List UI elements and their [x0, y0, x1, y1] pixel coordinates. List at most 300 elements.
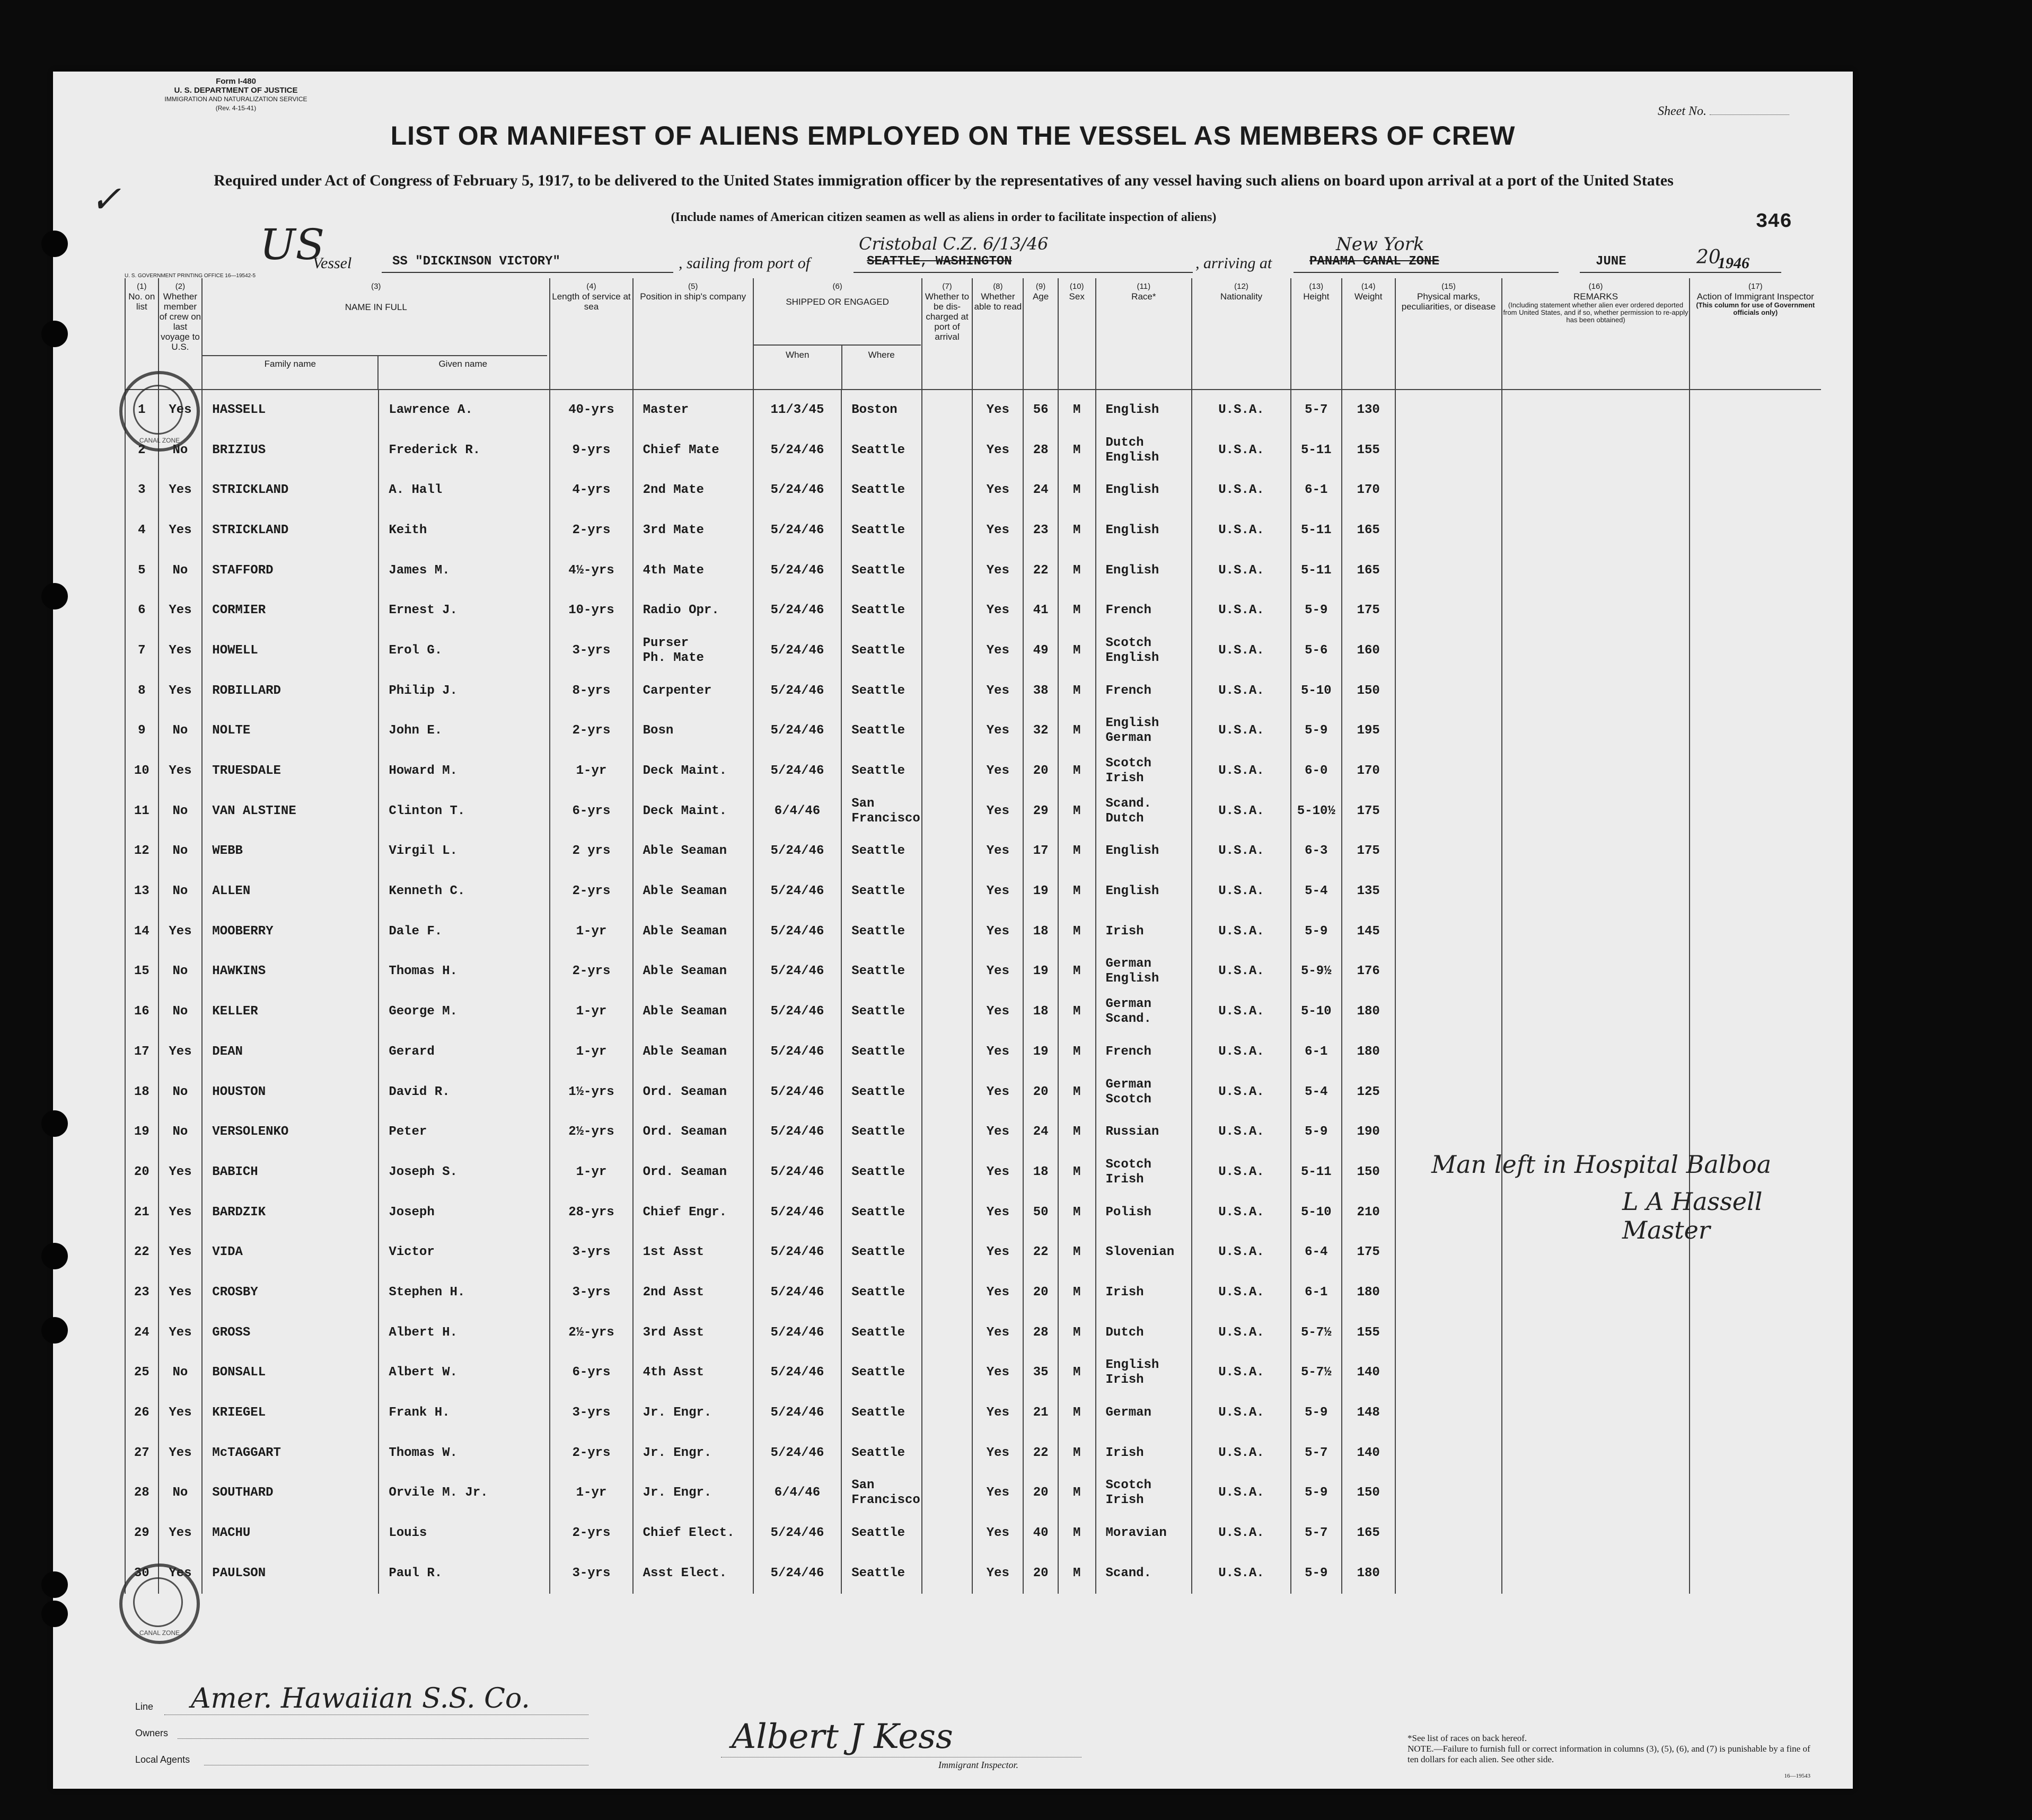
cell-row-number: 7 — [125, 631, 159, 671]
cell-sex: M — [1058, 952, 1096, 992]
footer-line-label: Line — [135, 1701, 154, 1712]
table-row — [125, 631, 1821, 671]
cell-race: Scotch Irish — [1096, 1152, 1192, 1192]
cell-nationality: U.S.A. — [1192, 912, 1291, 952]
cell-age: 28 — [1023, 1313, 1058, 1353]
cell-discharged — [922, 1232, 973, 1273]
cell-age: 20 — [1023, 1072, 1058, 1112]
cell-weight: 155 — [1342, 1313, 1395, 1353]
cell-physical-marks — [1395, 1032, 1502, 1072]
cell-previous-voyage: Yes — [159, 912, 203, 952]
cell-nationality: U.S.A. — [1192, 1553, 1291, 1594]
cell-nationality: U.S.A. — [1192, 1192, 1291, 1233]
footer-form-code: 16—19543 — [1784, 1773, 1810, 1779]
cell-age: 24 — [1023, 1112, 1058, 1152]
cell-row-number: 10 — [125, 751, 159, 791]
cell-age: 24 — [1023, 470, 1058, 510]
cell-row-number: 30 — [125, 1553, 159, 1594]
cell-height: 5-10 — [1291, 671, 1342, 711]
cell-sex: M — [1058, 1232, 1096, 1273]
cell-previous-voyage: No — [159, 1473, 203, 1514]
cell-shipped-where: Seattle — [841, 871, 921, 912]
cell-shipped-where: Seattle — [841, 1353, 921, 1393]
cell-inspector-action — [1690, 631, 1821, 671]
cell-shipped-where: San Francisco — [841, 1473, 921, 1514]
cell-family-name: VIDA — [202, 1232, 379, 1273]
cell-inspector-action — [1690, 1112, 1821, 1152]
cell-previous-voyage: Yes — [159, 1232, 203, 1273]
col-header-read: (8) Whether able to read — [972, 278, 1023, 390]
table-row — [125, 1273, 1821, 1313]
cell-given-name: Philip J. — [379, 671, 550, 711]
cell-weight: 180 — [1342, 1273, 1395, 1313]
cell-remarks — [1502, 551, 1689, 591]
cell-discharged — [922, 992, 973, 1032]
cell-length-of-service: 1-yr — [550, 992, 632, 1032]
cell-remarks — [1502, 1433, 1689, 1473]
cell-previous-voyage: No — [159, 551, 203, 591]
cell-shipped-where: Seattle — [841, 952, 921, 992]
cell-race: German — [1096, 1393, 1192, 1433]
cell-weight: 145 — [1342, 912, 1395, 952]
cell-nationality: U.S.A. — [1192, 1232, 1291, 1273]
cell-shipped-when: 5/24/46 — [753, 871, 842, 912]
cell-row-number: 8 — [125, 671, 159, 711]
cell-race: Dutch — [1096, 1313, 1192, 1353]
cell-inspector-action — [1690, 430, 1821, 471]
col-header-family-name: Family name — [203, 355, 379, 390]
table-row — [125, 791, 1821, 832]
cell-discharged — [922, 1433, 973, 1473]
cell-discharged — [922, 751, 973, 791]
cell-row-number: 11 — [125, 791, 159, 832]
cell-inspector-action — [1690, 912, 1821, 952]
cell-family-name: ALLEN — [202, 871, 379, 912]
cell-position: Chief Mate — [633, 430, 753, 471]
cell-remarks — [1502, 590, 1689, 631]
cell-race: Irish — [1096, 1433, 1192, 1473]
cell-physical-marks — [1395, 952, 1502, 992]
cell-shipped-when: 5/24/46 — [753, 1393, 842, 1433]
cell-physical-marks — [1395, 1393, 1502, 1433]
cell-inspector-action — [1690, 551, 1821, 591]
cell-sex: M — [1058, 1192, 1096, 1233]
cell-weight: 180 — [1342, 1032, 1395, 1072]
col-header-race: (11) Race* — [1096, 278, 1192, 390]
cell-shipped-when: 5/24/46 — [753, 1072, 842, 1112]
cell-age: 20 — [1023, 751, 1058, 791]
cell-row-number: 27 — [125, 1433, 159, 1473]
cell-able-to-read: Yes — [972, 1152, 1023, 1192]
cell-inspector-action — [1690, 711, 1821, 752]
cell-row-number: 3 — [125, 470, 159, 510]
table-row — [125, 1313, 1821, 1353]
cell-discharged — [922, 510, 973, 551]
cell-family-name: KELLER — [202, 992, 379, 1032]
cell-able-to-read: Yes — [972, 1353, 1023, 1393]
cell-remarks — [1502, 1313, 1689, 1353]
cell-weight: 155 — [1342, 430, 1395, 471]
cell-age: 19 — [1023, 952, 1058, 992]
cell-shipped-when: 5/24/46 — [753, 430, 842, 471]
date-month: JUNE — [1596, 254, 1626, 269]
cell-given-name: A. Hall — [379, 470, 550, 510]
cell-age: 56 — [1023, 390, 1058, 430]
footer-agents-label: Local Agents — [135, 1754, 190, 1765]
cell-family-name: CORMIER — [202, 590, 379, 631]
cell-row-number: 20 — [125, 1152, 159, 1192]
cell-position: Ord. Seaman — [633, 1072, 753, 1112]
cell-able-to-read: Yes — [972, 551, 1023, 591]
cell-previous-voyage: No — [159, 832, 203, 872]
cell-age: 20 — [1023, 1273, 1058, 1313]
cell-shipped-where: Seattle — [841, 1072, 921, 1112]
cell-remarks — [1502, 832, 1689, 872]
cell-able-to-read: Yes — [972, 631, 1023, 671]
cell-nationality: U.S.A. — [1192, 751, 1291, 791]
cell-given-name: Lawrence A. — [379, 390, 550, 430]
footer-notes: *See list of races on back hereof. NOTE.—Failure to furnish full or correct information in columns (3), (5), (6), and (7) is punishable by a fine of ten dollars for each alien. See other side. — [1408, 1733, 1810, 1764]
cell-age: 22 — [1023, 1232, 1058, 1273]
cell-nationality: U.S.A. — [1192, 470, 1291, 510]
cell-shipped-where: Seattle — [841, 1513, 921, 1553]
cell-race: French — [1096, 671, 1192, 711]
cell-race: English — [1096, 390, 1192, 430]
cell-given-name: Joseph — [379, 1192, 550, 1233]
cell-race: German English — [1096, 952, 1192, 992]
cell-shipped-where: Seattle — [841, 631, 921, 671]
col-header-when: When — [754, 344, 842, 390]
cell-remarks — [1502, 510, 1689, 551]
cell-position: Jr. Engr. — [633, 1393, 753, 1433]
cell-position: Jr. Engr. — [633, 1433, 753, 1473]
cell-family-name: BONSALL — [202, 1353, 379, 1393]
cell-age: 20 — [1023, 1473, 1058, 1514]
page-title: LIST OR MANIFEST OF ALIENS EMPLOYED ON THE VESSEL AS MEMBERS OF CREW — [390, 121, 1516, 151]
cell-discharged — [922, 791, 973, 832]
cell-position: 4th Asst — [633, 1353, 753, 1393]
cell-weight: 130 — [1342, 390, 1395, 430]
cell-position: Master — [633, 390, 753, 430]
cell-length-of-service: 40-yrs — [550, 390, 632, 430]
cell-shipped-where: Seattle — [841, 590, 921, 631]
cell-discharged — [922, 1513, 973, 1553]
cell-family-name: MACHU — [202, 1513, 379, 1553]
cell-previous-voyage: No — [159, 871, 203, 912]
cell-position: Ord. Seaman — [633, 1152, 753, 1192]
cell-discharged — [922, 871, 973, 912]
cell-row-number: 14 — [125, 912, 159, 952]
cell-discharged — [922, 1072, 973, 1112]
cell-weight: 150 — [1342, 1152, 1395, 1192]
table-header-row — [125, 278, 1821, 390]
cell-able-to-read: Yes — [972, 992, 1023, 1032]
cell-race: French — [1096, 1032, 1192, 1072]
cell-given-name: Frederick R. — [379, 430, 550, 471]
table-row — [125, 1072, 1821, 1112]
cell-shipped-when: 5/24/46 — [753, 1353, 842, 1393]
cell-shipped-where: Seattle — [841, 1313, 921, 1353]
cell-previous-voyage: Yes — [159, 1393, 203, 1433]
cell-row-number: 5 — [125, 551, 159, 591]
cell-sex: M — [1058, 430, 1096, 471]
cell-given-name: John E. — [379, 711, 550, 752]
cell-remarks — [1502, 671, 1689, 711]
cell-discharged — [922, 470, 973, 510]
cell-family-name: GROSS — [202, 1313, 379, 1353]
cell-weight: 125 — [1342, 1072, 1395, 1112]
cell-shipped-when: 5/24/46 — [753, 590, 842, 631]
cell-height: 5-4 — [1291, 871, 1342, 912]
cell-weight: 170 — [1342, 751, 1395, 791]
cell-age: 40 — [1023, 1513, 1058, 1553]
cell-remarks — [1502, 1072, 1689, 1112]
cell-sex: M — [1058, 510, 1096, 551]
cell-sex: M — [1058, 791, 1096, 832]
cell-weight: 150 — [1342, 671, 1395, 711]
cell-height: 5-9 — [1291, 912, 1342, 952]
cell-remarks — [1502, 430, 1689, 471]
cell-inspector-action — [1690, 510, 1821, 551]
cell-height: 5-9 — [1291, 1112, 1342, 1152]
cell-length-of-service: 1-yr — [550, 751, 632, 791]
cell-race: Scotch English — [1096, 631, 1192, 671]
cell-row-number: 17 — [125, 1032, 159, 1072]
cell-physical-marks — [1395, 590, 1502, 631]
table-row — [125, 992, 1821, 1032]
cell-nationality: U.S.A. — [1192, 430, 1291, 471]
cell-physical-marks — [1395, 1072, 1502, 1112]
cell-sex: M — [1058, 992, 1096, 1032]
cell-family-name: CROSBY — [202, 1273, 379, 1313]
table-row — [125, 1192, 1821, 1233]
cell-nationality: U.S.A. — [1192, 1313, 1291, 1353]
cell-family-name: STRICKLAND — [202, 470, 379, 510]
cell-physical-marks — [1395, 1513, 1502, 1553]
cell-remarks — [1502, 1353, 1689, 1393]
inspector-label: Immigrant Inspector. — [938, 1760, 1018, 1770]
cell-sex: M — [1058, 1473, 1096, 1514]
punch-hole — [41, 1110, 68, 1137]
cell-shipped-when: 5/24/46 — [753, 631, 842, 671]
cell-previous-voyage: Yes — [159, 671, 203, 711]
table-row — [125, 711, 1821, 752]
table-row — [125, 912, 1821, 952]
cell-length-of-service: 4½-yrs — [550, 551, 632, 591]
cell-race: Irish — [1096, 912, 1192, 952]
col-header-sex: (10) Sex — [1058, 278, 1096, 390]
cell-inspector-action — [1690, 1393, 1821, 1433]
cell-previous-voyage: Yes — [159, 1553, 203, 1594]
cell-length-of-service: 2-yrs — [550, 1513, 632, 1553]
cell-age: 50 — [1023, 1192, 1058, 1233]
cell-age: 35 — [1023, 1353, 1058, 1393]
cell-inspector-action — [1690, 1353, 1821, 1393]
cell-length-of-service: 2½-yrs — [550, 1112, 632, 1152]
cell-remarks — [1502, 631, 1689, 671]
cell-race: Slovenian — [1096, 1232, 1192, 1273]
cell-age: 20 — [1023, 1553, 1058, 1594]
cell-given-name: Stephen H. — [379, 1273, 550, 1313]
cell-nationality: U.S.A. — [1192, 1152, 1291, 1192]
cell-able-to-read: Yes — [972, 1072, 1023, 1112]
cell-nationality: U.S.A. — [1192, 1032, 1291, 1072]
col-header-height: (13) Height — [1291, 278, 1342, 390]
cell-previous-voyage: No — [159, 1112, 203, 1152]
cell-position: Jr. Engr. — [633, 1473, 753, 1514]
cell-shipped-when: 5/24/46 — [753, 992, 842, 1032]
cell-given-name: Ernest J. — [379, 590, 550, 631]
cell-length-of-service: 1½-yrs — [550, 1072, 632, 1112]
cell-able-to-read: Yes — [972, 671, 1023, 711]
cell-race: Scotch Irish — [1096, 1473, 1192, 1514]
cell-discharged — [922, 1353, 973, 1393]
cell-race: Scand. — [1096, 1553, 1192, 1594]
cell-weight: 175 — [1342, 1232, 1395, 1273]
cell-shipped-where: Seattle — [841, 1232, 921, 1273]
table-row — [125, 1473, 1821, 1514]
cell-row-number: 9 — [125, 711, 159, 752]
table-row — [125, 430, 1821, 471]
cell-sex: M — [1058, 590, 1096, 631]
cell-height: 6-1 — [1291, 470, 1342, 510]
cell-physical-marks — [1395, 1553, 1502, 1594]
cell-previous-voyage: No — [159, 1072, 203, 1112]
cell-shipped-when: 5/24/46 — [753, 1192, 842, 1233]
cell-height: 6-1 — [1291, 1273, 1342, 1313]
cell-given-name: Gerard — [379, 1032, 550, 1072]
sailing-from-handwritten: Cristobal C.Z. 6/13/46 — [859, 234, 1049, 254]
cell-position: 3rd Asst — [633, 1313, 753, 1353]
cell-height: 6-1 — [1291, 1032, 1342, 1072]
cell-race: Scotch Irish — [1096, 751, 1192, 791]
cell-shipped-where: Seattle — [841, 1553, 921, 1594]
cell-position: Bosn — [633, 711, 753, 752]
cell-nationality: U.S.A. — [1192, 1072, 1291, 1112]
cell-height: 5-7 — [1291, 1433, 1342, 1473]
cell-discharged — [922, 631, 973, 671]
cell-row-number: 2 — [125, 430, 159, 471]
cell-previous-voyage: No — [159, 791, 203, 832]
port-stamp: CANAL ZONE — [119, 1563, 200, 1644]
cell-row-number: 6 — [125, 590, 159, 631]
cell-row-number: 26 — [125, 1393, 159, 1433]
crew-table — [125, 278, 1821, 1594]
cell-weight: 150 — [1342, 1473, 1395, 1514]
table-row — [125, 1032, 1821, 1072]
cell-shipped-when: 11/3/45 — [753, 390, 842, 430]
cell-given-name: James M. — [379, 551, 550, 591]
cell-shipped-where: Seattle — [841, 1393, 921, 1433]
cell-position: Deck Maint. — [633, 751, 753, 791]
cell-nationality: U.S.A. — [1192, 1273, 1291, 1313]
form-number: Form I-480 — [216, 77, 256, 86]
cell-race: English — [1096, 510, 1192, 551]
cell-given-name: Albert H. — [379, 1313, 550, 1353]
cell-sex: M — [1058, 1553, 1096, 1594]
cell-inspector-action — [1690, 671, 1821, 711]
cell-shipped-when: 5/24/46 — [753, 1513, 842, 1553]
cell-physical-marks — [1395, 1313, 1502, 1353]
cell-able-to-read: Yes — [972, 390, 1023, 430]
cell-able-to-read: Yes — [972, 871, 1023, 912]
cell-physical-marks — [1395, 1112, 1502, 1152]
cell-discharged — [922, 551, 973, 591]
cell-age: 18 — [1023, 1152, 1058, 1192]
cell-age: 19 — [1023, 871, 1058, 912]
cell-race: English — [1096, 470, 1192, 510]
cell-able-to-read: Yes — [972, 711, 1023, 752]
cell-sex: M — [1058, 1152, 1096, 1192]
cell-position: Chief Engr. — [633, 1192, 753, 1233]
cell-sex: M — [1058, 631, 1096, 671]
cell-inspector-action — [1690, 1433, 1821, 1473]
cell-height: 5-11 — [1291, 551, 1342, 591]
cell-nationality: U.S.A. — [1192, 832, 1291, 872]
cell-shipped-where: Seattle — [841, 1433, 921, 1473]
cell-discharged — [922, 590, 973, 631]
cell-age: 22 — [1023, 551, 1058, 591]
cell-given-name: Clinton T. — [379, 791, 550, 832]
cell-shipped-when: 5/24/46 — [753, 1112, 842, 1152]
cell-sex: M — [1058, 711, 1096, 752]
cell-family-name: VERSOLENKO — [202, 1112, 379, 1152]
cell-row-number: 22 — [125, 1232, 159, 1273]
punch-hole — [41, 583, 68, 609]
cell-given-name: Thomas W. — [379, 1433, 550, 1473]
cell-physical-marks — [1395, 912, 1502, 952]
cell-discharged — [922, 1152, 973, 1192]
cell-given-name: Howard M. — [379, 751, 550, 791]
cell-race: Scand. Dutch — [1096, 791, 1192, 832]
cell-nationality: U.S.A. — [1192, 1393, 1291, 1433]
cell-discharged — [922, 1192, 973, 1233]
cell-shipped-where: Seattle — [841, 1152, 921, 1192]
cell-position: Able Seaman — [633, 952, 753, 992]
cell-previous-voyage: Yes — [159, 751, 203, 791]
cell-position: Able Seaman — [633, 871, 753, 912]
cell-row-number: 12 — [125, 832, 159, 872]
cell-height: 5-6 — [1291, 631, 1342, 671]
cell-sex: M — [1058, 1393, 1096, 1433]
cell-position: Able Seaman — [633, 1032, 753, 1072]
sailing-from-label: , sailing from port of — [679, 254, 811, 272]
cell-position: Purser Ph. Mate — [633, 631, 753, 671]
table-row — [125, 1112, 1821, 1152]
cell-previous-voyage: Yes — [159, 470, 203, 510]
cell-length-of-service: 1-yr — [550, 1152, 632, 1192]
cell-position: 1st Asst — [633, 1232, 753, 1273]
cell-age: 32 — [1023, 711, 1058, 752]
cell-age: 29 — [1023, 791, 1058, 832]
cell-physical-marks — [1395, 390, 1502, 430]
cell-previous-voyage: No — [159, 952, 203, 992]
cell-physical-marks — [1395, 791, 1502, 832]
table-row — [125, 832, 1821, 872]
cell-shipped-when: 5/24/46 — [753, 470, 842, 510]
table-row — [125, 751, 1821, 791]
cell-discharged — [922, 1553, 973, 1594]
port-stamp: CANAL ZONE — [119, 371, 200, 452]
cell-shipped-when: 5/24/46 — [753, 1152, 842, 1192]
cell-age: 18 — [1023, 912, 1058, 952]
cell-weight: 170 — [1342, 470, 1395, 510]
cell-position: Chief Elect. — [633, 1513, 753, 1553]
cell-shipped-when: 6/4/46 — [753, 1473, 842, 1514]
cell-discharged — [922, 430, 973, 471]
cell-nationality: U.S.A. — [1192, 671, 1291, 711]
cell-length-of-service: 9-yrs — [550, 430, 632, 471]
